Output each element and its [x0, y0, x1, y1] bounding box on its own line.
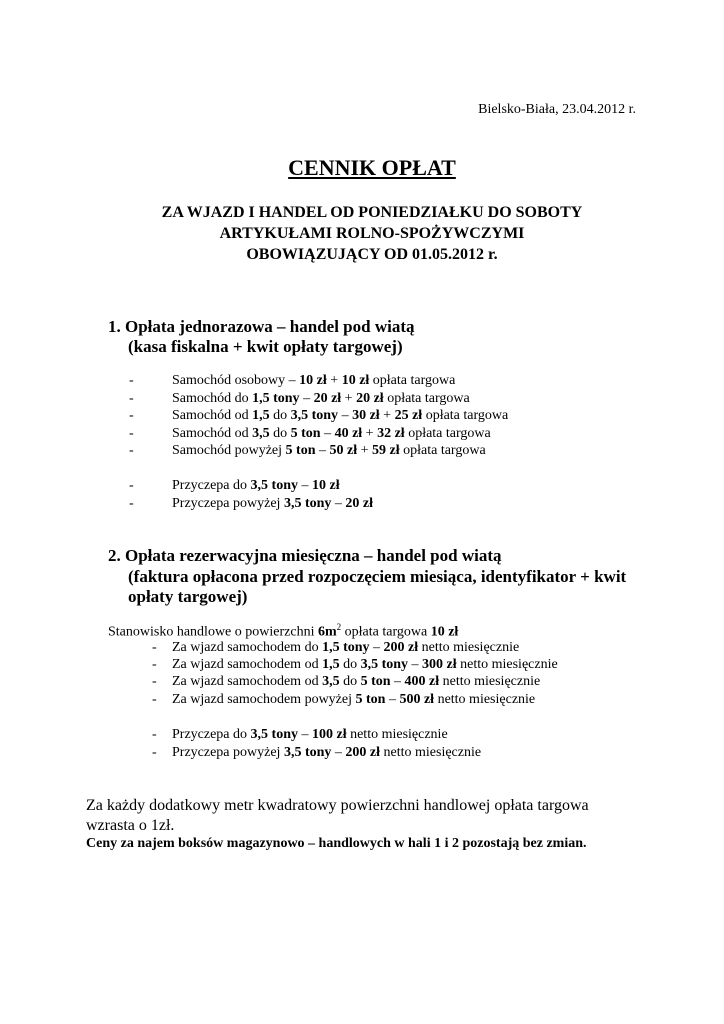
list-item: Samochód osobowy – 10 zł + 10 zł opłata targowa [172, 373, 456, 388]
list-item: Przyczepa do 3,5 tony – 10 zł [172, 478, 340, 493]
list-item: Za wjazd samochodem od 1,5 do 3,5 tony – 300 zł netto miesięcznie [172, 657, 558, 672]
list-bullet: - [152, 745, 157, 760]
list-bullet: - [129, 426, 134, 441]
list-item: Samochód od 3,5 do 5 ton – 40 zł + 32 zł opłata targowa [172, 426, 491, 441]
list-bullet: - [152, 692, 157, 707]
list-bullet: - [152, 727, 157, 742]
document-title: CENNIK OPŁAT [288, 155, 456, 180]
list-item: Przyczepa do 3,5 tony – 100 zł netto miesięcznie [172, 727, 448, 742]
stand-description: Stanowisko handlowe o powierzchni $6m^2$ opłata targowa 10 zł [108, 622, 459, 640]
footer-line-1: Za każdy dodatkowy metr kwadratowy powierzchni handlowej opłata targowa [86, 797, 589, 814]
list-item: Za wjazd samochodem od 3,5 do 5 ton – 400 zł netto miesięcznie [172, 674, 541, 689]
list-bullet: - [129, 408, 134, 423]
list-bullet: - [129, 391, 134, 406]
list-item: Samochód powyżej 5 ton – 50 zł + 59 zł opłata targowa [172, 443, 486, 458]
list-bullet: - [152, 657, 157, 672]
section-1-heading: 1. Opłata jednorazowa – handel pod wiatą [108, 317, 415, 336]
list-bullet: - [129, 373, 134, 388]
list-bullet: - [152, 640, 157, 655]
subtitle-line-2: ARTYKUŁAMI ROLNO-SPOŻYWCZYMI [219, 225, 525, 242]
list-item: Przyczepa powyżej 3,5 tony – 200 zł netto miesięcznie [172, 745, 482, 760]
list-item: Za wjazd samochodem powyżej 5 ton – 500 zł netto miesięcznie [172, 692, 536, 707]
footer-note: Ceny za najem boksów magazynowo – handlowych w hali 1 i 2 pozostają bez zmian. [86, 836, 587, 851]
list-item: Samochód do 1,5 tony – 20 zł + 20 zł opłata targowa [172, 391, 470, 406]
list-bullet: - [129, 496, 134, 511]
list-item: Przyczepa powyżej 3,5 tony – 20 zł [172, 496, 374, 511]
list-item: Samochód od 1,5 do 3,5 tony – 30 zł + 25 zł opłata targowa [172, 408, 509, 423]
list-bullet: - [129, 443, 134, 458]
document-date: Bielsko-Biała, 23.04.2012 r. [478, 102, 636, 117]
footer-line-2: wzrasta o 1zł. [86, 817, 175, 834]
list-item: Za wjazd samochodem do 1,5 tony – 200 zł netto miesięcznie [172, 640, 520, 655]
subtitle-line-3: OBOWIĄZUJĄCY OD 01.05.2012 r. [246, 246, 498, 263]
list-bullet: - [152, 674, 157, 689]
section-2-heading: 2. Opłata rezerwacyjna miesięczna – handel pod wiatą [108, 546, 502, 565]
section-2-subheading-2: opłaty targowej) [128, 587, 248, 606]
subtitle-line-1: ZA WJAZD I HANDEL OD PONIEDZIAŁKU DO SOBOTY [161, 204, 583, 221]
section-2-subheading-1: (faktura opłacona przed rozpoczęciem miesiąca, identyfikator + kwit [128, 567, 627, 586]
section-1-subheading: (kasa fiskalna + kwit opłaty targowej) [128, 337, 403, 356]
list-bullet: - [129, 478, 134, 493]
